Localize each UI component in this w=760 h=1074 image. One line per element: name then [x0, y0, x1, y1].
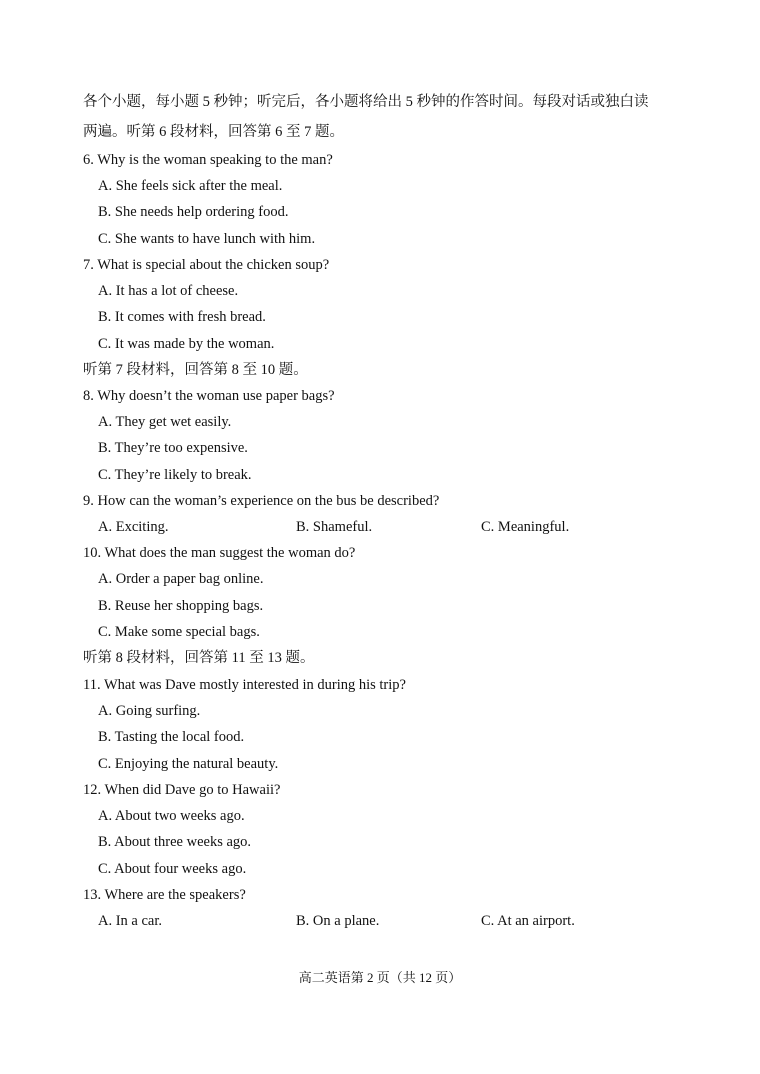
question-10-option-c: C. Make some special bags. [98, 624, 260, 640]
question-10-option-b: B. Reuse her shopping bags. [98, 598, 264, 614]
question-11-option-c: C. Enjoying the natural beauty. [98, 756, 279, 772]
section-8-note: 听第 8 段材料，回答第 11 至 13 题。 [83, 650, 315, 666]
question-12-option-c: C. About four weeks ago. [98, 861, 247, 877]
question-6-stem: 6. Why is the woman speaking to the man? [83, 152, 333, 168]
question-7-option-b: B. It comes with fresh bread. [98, 309, 266, 325]
instruction-line-1: 各个小题，每小题 5 秒钟；听完后，各小题将给出 5 秒钟的作答时间。每段对话或独白读 [83, 94, 649, 110]
question-8-option-b: B. They’re too expensive. [98, 440, 248, 456]
question-10-stem: 10. What does the man suggest the woman do? [83, 545, 356, 561]
question-13-option-a: A. In a car. [98, 913, 163, 929]
question-6-option-c: C. She wants to have lunch with him. [98, 231, 316, 247]
question-10-option-a: A. Order a paper bag online. [98, 571, 264, 587]
section-7-note: 听第 7 段材料，回答第 8 至 10 题。 [83, 362, 308, 378]
question-13-stem: 13. Where are the speakers? [83, 887, 246, 903]
question-7-option-c: C. It was made by the woman. [98, 336, 275, 352]
question-6-option-a: A. She feels sick after the meal. [98, 178, 283, 194]
question-12-stem: 12. When did Dave go to Hawaii? [83, 782, 281, 798]
question-11-stem: 11. What was Dave mostly interested in during his trip? [83, 677, 406, 693]
question-9-option-a: A. Exciting. [98, 519, 169, 535]
question-13-option-c: C. At an airport. [481, 913, 575, 929]
question-7-stem: 7. What is special about the chicken soup? [83, 257, 330, 273]
question-12-option-a: A. About two weeks ago. [98, 808, 245, 824]
question-9-option-b: B. Shameful. [296, 519, 373, 535]
question-8-stem: 8. Why doesn’t the woman use paper bags? [83, 388, 335, 404]
question-9-stem: 9. How can the woman’s experience on the bus be described? [83, 493, 440, 509]
page-footer: 高二英语第 2 页（共 12 页） [298, 970, 462, 985]
question-6-option-b: B. She needs help ordering food. [98, 204, 289, 220]
question-9-option-c: C. Meaningful. [481, 519, 570, 535]
question-8-option-a: A. They get wet easily. [98, 414, 232, 430]
question-11-option-b: B. Tasting the local food. [98, 729, 245, 745]
question-7-option-a: A. It has a lot of cheese. [98, 283, 239, 299]
instruction-line-2: 两遍。听第 6 段材料，回答第 6 至 7 题。 [83, 124, 344, 140]
question-13-option-b: B. On a plane. [296, 913, 380, 929]
question-12-option-b: B. About three weeks ago. [98, 834, 252, 850]
question-11-option-a: A. Going surfing. [98, 703, 201, 719]
question-8-option-c: C. They’re likely to break. [98, 467, 252, 483]
